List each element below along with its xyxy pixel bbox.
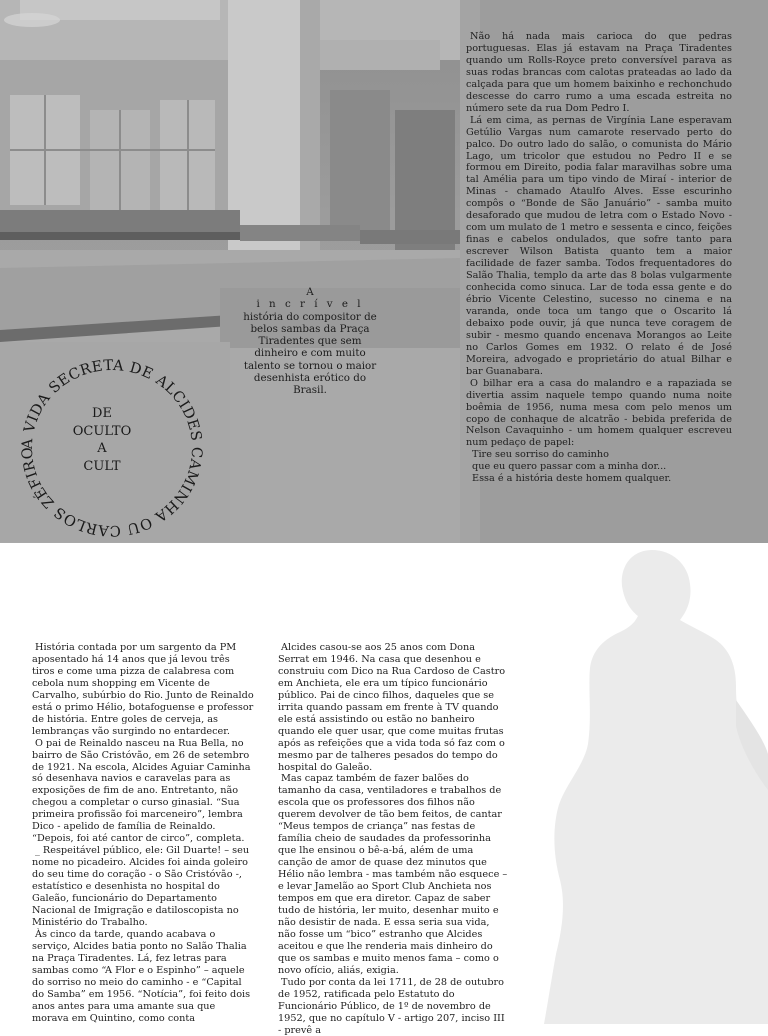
intro-text — [466, 31, 732, 485]
intro-paragraph: Não há nada mais carioca do que pedras portuguesas. Elas já estavam na Praça Tiradentes quando um Rolls-Royce preto conversível parava as suas rodas brancas com calotas prateadas ao lado da calçada para que um homem baixinho e rechonchudo descesse do carro rumo a uma escada estreita no número sete da rua Dom Pedro I. — [466, 31, 732, 114]
verse-line: que eu quero passar com a minha dor... — [472, 461, 667, 473]
article-paragraph: Mas capaz também de fazer balões do tamanho da casa, ventiladores e trabalhos de escola que os professores dos filhos não querem devolver de tão bem feitos, de cantar “Meus tempos de criança” nas festas de família cheio de saudades da professorinha que lhe ensinou o bê-a-bá, além de uma canção de amor de quase dez minutos que Hélio não lembra - mas também não esquece – e levar Jamelão ao Sport Club Anchieta nos tempos em que era diretor. Capaz de saber tudo de história, ler muito, desenhar muito e não desistir de nada. E essa seria sua vida, não fosse um “bico” estranho que Alcides aceitou e que lhe renderia mais dinheiro do que os sambas e muito menos fama – como o novo ofício, aliás, exigia. — [278, 773, 508, 976]
article-column-left — [32, 642, 254, 1025]
article-paragraph: Às cinco da tarde, quando acabava o serviço, Alcides batia ponto no Salão Thalia na Praça Tiradentes. Lá, fez letras para sambas como “A Flor e o Espinho” – aquele do sorriso no meio do caminho - e “Capital do Samba” em 1956. “Notícia”, foi feito dois anos antes para uma amante sua que morava em Quintino, como conta — [32, 928, 251, 1024]
article-paragraph: Tudo por conta da lei 1711, de 28 de outubro de 1952, ratificada pelo Estatuto do Funcionário Público, de 1º de novembro de 1952, que no capítulo V - artigo 207, inciso III - prevê a — [278, 976, 505, 1036]
article-paragraph: _ Respeitável público, ele: Gil Duarte! – seu nome no picadeiro. Alcides foi ainda goleiro do seu time do coração - o São Cristóvão -, estatístico e desenhista no hospital do Galeão, funcionário do Departamento Nacional de Imigração e datiloscopista no Ministério do Trabalho. — [32, 845, 250, 928]
article-paragraph: O pai de Reinaldo nasceu na Rua Bella, no bairro de São Cristóvão, em 26 de setembro de 1921. Na escola, Alcides Aguiar Caminha só desenhava navios e caravelas para as exposições de fim de ano. Entretanto, não chegou a completar o curso ginasial. “Sua primeira profissão foi marceneiro”, lembra Dico - apelido de família de Reinaldo. “Depois, foi até cantor de circo”, completa. — [32, 737, 251, 845]
article-paragraph: Alcides casou-se aos 25 anos com Dona Serrat em 1946. Na casa que desenhou e construiu com Dico na Rua Cardoso de Castro em Anchieta, ele era um típico funcionário público. Pai de cinco filhos, daqueles que se irrita quando passam em frente à TV quando ele está assistindo ou estão no banheiro quando ele quer usar, que come muitas frutas após as refeições que a vida toda só faz com o mesmo par de talheres pesados do tempo do hospital do Galeão. — [278, 642, 506, 773]
article-column-right — [278, 642, 508, 1036]
seal-center-line: A — [97, 441, 107, 456]
intro-paragraph: O bilhar era a casa do malandro e a rapaziada se divertia assim naquele tempo quando numa noite boêmia de 1956, numa mesa com pelo menos um copo de conhaque de alcatrão - bebida preferida de Nelson Cavaquinho - um homem qualquer escreveu num pedaço de papel: — [466, 377, 732, 449]
verse-line: Essa é a história deste homem qualquer. — [472, 473, 672, 485]
seal-center-line: OCULTO — [72, 423, 132, 439]
subtitle-blurb — [239, 286, 381, 397]
woman-silhouette-icon — [540, 540, 768, 1024]
verse-line: Tire seu sorriso do caminho — [472, 449, 609, 461]
intro-paragraph: Lá em cima, as pernas de Virgínia Lane esperavam Getúlio Vargas num camarote reservado perto do palco. Do outro lado do salão, o comunista do Mário Lago, um tricolor que estudou no Pedro II e se formou em Direito, podia falar maravilhas sobre uma tal Amélia para um tipo vindo de Miraí - interior de Minas - chamado Ataulfo Alves. Esse escurinho compôs o “Bonde de São Januário” - samba muito desaforado que mudou de letra com o Estado Novo - com um mulato de 1 metro e sessenta e cinco, feições finas e cabelos ondulados, que sofre tanto para escrever Wilson Batista quanto tem a maior facilidade de fazer samba. Todos frequentadores do Salão Thalia, templo da arte das 8 bolas vulgarmente conhecida como sinuca. Lar de toda essa gente e do ébrio Vicente Celestino, sucesso no cinema e na varanda, onde toca um tango que o Oscarito lá debaixo pode ouvir, já que nunca teve coragem de subir - mesmo quando encenava Morangos ao Leite no Carlos Gomes em 1932. O relato é de José Moreira, advogado e proprietário do atual Bilhar e bar Guanabara. — [466, 114, 732, 377]
seal-center-line: DE — [92, 406, 112, 421]
blurb-body: história do compositor de belos sambas da Praça Tiradentes que sem dinheiro e com muito talento se tornou o maior desenhista erótico do Brasil. — [243, 310, 377, 397]
seal-center-line: CULT — [83, 458, 121, 474]
blurb-line: A — [306, 286, 314, 298]
article-paragraph: História contada por um sargento da PM aposentado há 14 anos que já levou três tiros e come uma pizza de calabresa com cebola num shopping em Vicente de Carvalho, subúrbio do Rio. Junto de Reinaldo está o primo Hélio, botafoguense e professor de história. Entre goles de cerveja, as lembranças vão surgindo no entardecer. — [32, 642, 254, 737]
seal-ring-text: A VIDA SECRETA DE ALCIDES CAMINHA OU CARLOS ZÉFIRO — [18, 356, 206, 540]
seal-center — [52, 405, 152, 475]
blurb-line: i n c r í v e l — [256, 298, 364, 311]
